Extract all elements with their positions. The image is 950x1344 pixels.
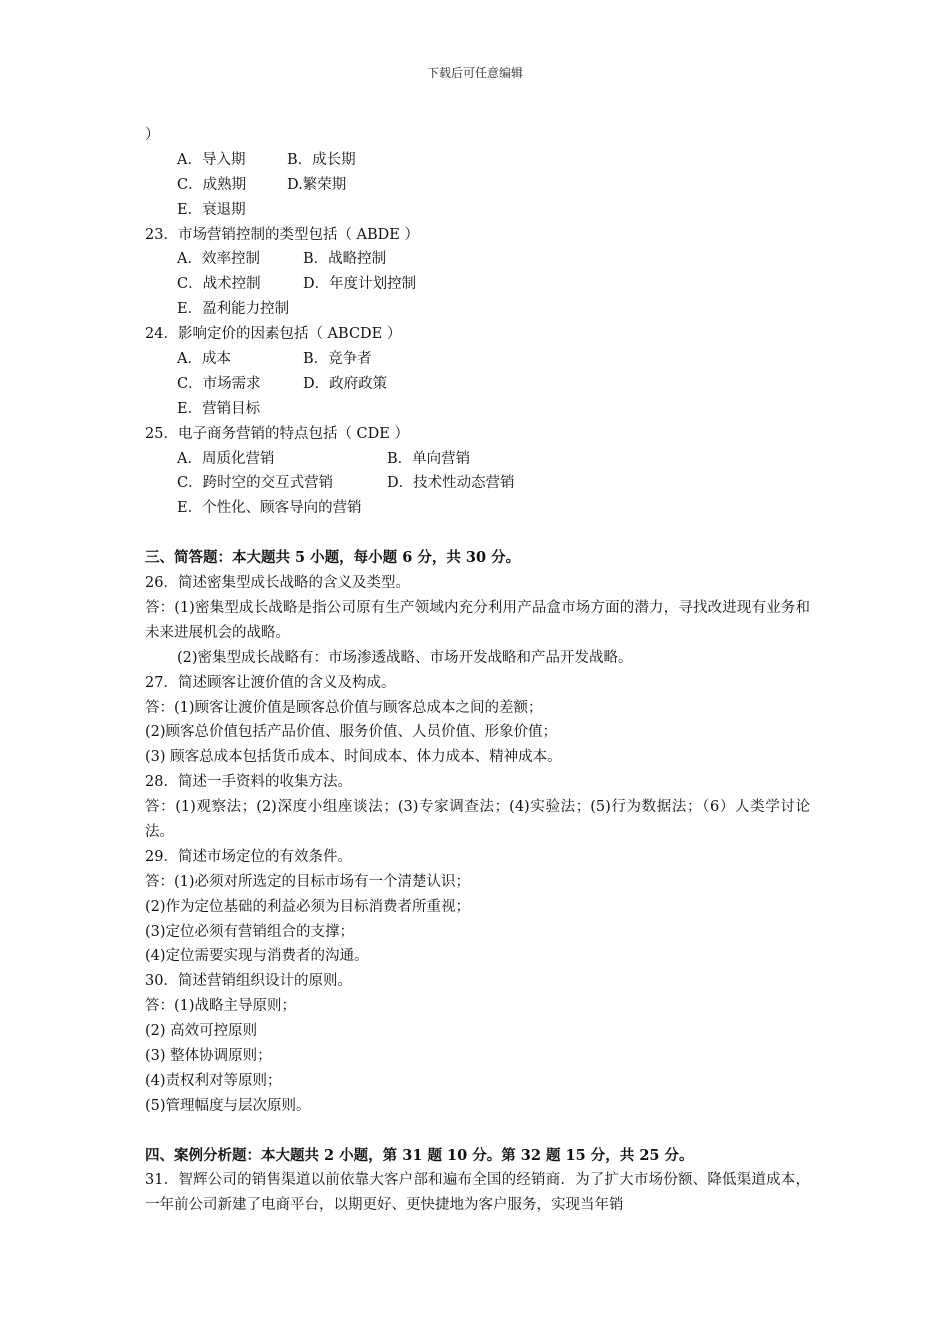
q30-answer-5: (5)管理幅度与层次原则。 [145,1097,311,1114]
q23-option-b: B．战略控制 [303,251,387,268]
q30-question: 30．简述营销组织设计的原则。 [145,973,352,990]
q22-options-ab [145,148,810,173]
q30-answer-1: 答：(1)战略主导原则； [145,998,297,1015]
q23-stem: 23．市场营销控制的类型包括（ ABDE ） [145,226,420,243]
q25-option-d: D．技术性动态营销 [387,475,515,492]
q22-options-cd [145,173,810,198]
q25-options-cd [145,471,810,496]
q30-answer-3: (3) 整体协调原则； [145,1048,272,1065]
q30-answer-4: (4)责权利对等原则； [145,1072,282,1089]
q25-option-e: E．个性化、顾客导向的营销 [177,500,362,517]
q27-answer-3: (3) 顾客总成本包括货币成本、时间成本、体力成本、精神成本。 [145,749,562,766]
q24-option-a: A．成本 [177,351,231,368]
q24-option-c: C．市场需求 [177,375,261,392]
spacer [145,1119,810,1144]
q24-option-d: D．政府政策 [303,375,388,392]
q25-option-a: A．周质化营销 [177,450,275,467]
q23-option-d: D．年度计划控制 [303,276,417,293]
q23-options-ab [145,247,810,272]
q25-option-b: B．单向营销 [387,450,471,467]
q23-options-cd [145,272,810,297]
q25-option-c: C．跨时空的交互式营销 [177,475,334,492]
q23-option-c: C．战术控制 [177,276,261,293]
document-body [145,123,810,1218]
q22-option-e: E．衰退期 [177,201,246,218]
q22-option-b: B．成长期 [287,151,356,168]
q23-option-a: A．效率控制 [177,251,260,268]
q24-option-b: B．竞争者 [303,351,372,368]
q30-answer-2: (2) 高效可控原则 [145,1023,258,1040]
q27-answer-1: 答：(1)顾客让渡价值是顾客总价值与顾客总成本之间的差额； [145,699,543,716]
q24-option-e: E．营销目标 [177,400,261,417]
q22-option-c: C．成熟期 [177,176,247,193]
q22-option-a: A．导入期 [177,151,246,168]
q28-question: 28．简述一手资料的收集方法。 [145,774,352,791]
q25-options-ab [145,447,810,472]
q28-answer-1: 答：(1)观察法；(2)深度小组座谈法；(3)专家调查法；(4)实验法；(5)行为数据法；（6）人类学讨论法。 [145,799,810,840]
page-header: 下载后可任意编辑 [426,66,523,80]
q29-answer-4: (4)定位需要实现与消费者的沟通。 [145,948,369,965]
q25-stem: 25．电子商务营销的特点包括（ CDE ） [145,425,409,442]
q24-options-ab [145,347,810,372]
q29-answer-2: (2)作为定位基础的利益必须为目标消费者所重视； [145,898,471,915]
q29-answer-3: (3)定位必须有营销组合的支撑； [145,923,355,940]
q26-question: 26．简述密集型成长战略的含义及类型。 [145,575,410,592]
q24-stem: 24．影响定价的因素包括（ ABCDE ） [145,326,402,343]
q23-option-e: E．盈利能力控制 [177,301,290,318]
q24-options-cd [145,372,810,397]
q26-answer-2: (2)密集型成长战略有：市场渗透战略、市场开发战略和产品开发战略。 [177,649,633,666]
section4-title: 四、案例分析题：本大题共 2 小题，第 31 题 10 分。第 32 题 15 分，共 25 分。 [145,1146,694,1164]
q31-case-text: 31．智辉公司的销售渠道以前依靠大客户部和遍布全国的经销商．为了扩大市场份额、降低渠道成本，一年前公司新建了电商平台，以期更好、更快捷地为客户服务，实现当年销 [145,1172,810,1214]
q29-answer-1: 答：(1)必须对所选定的目标市场有一个清楚认识； [145,873,471,890]
q27-question: 27．简述顾客让渡价值的含义及构成。 [145,674,396,691]
q22-closing-paren: ） [145,127,160,143]
q29-question: 29．简述市场定位的有效条件。 [145,848,352,865]
q27-answer-2: (2)顾客总价值包括产品价值、服务价值、人员价值、形象价值； [145,724,558,741]
q26-answer-1: 答：(1)密集型成长战略是指公司原有生产领域内充分利用产品盒市场方面的潜力，寻找改进现有业务和未来进展机会的战略。 [145,599,810,641]
q22-option-d: D.繁荣期 [287,176,347,193]
spacer [145,521,810,546]
section3-title: 三、简答题：本大题共 5 小题，每小题 6 分，共 30 分。 [145,549,521,567]
